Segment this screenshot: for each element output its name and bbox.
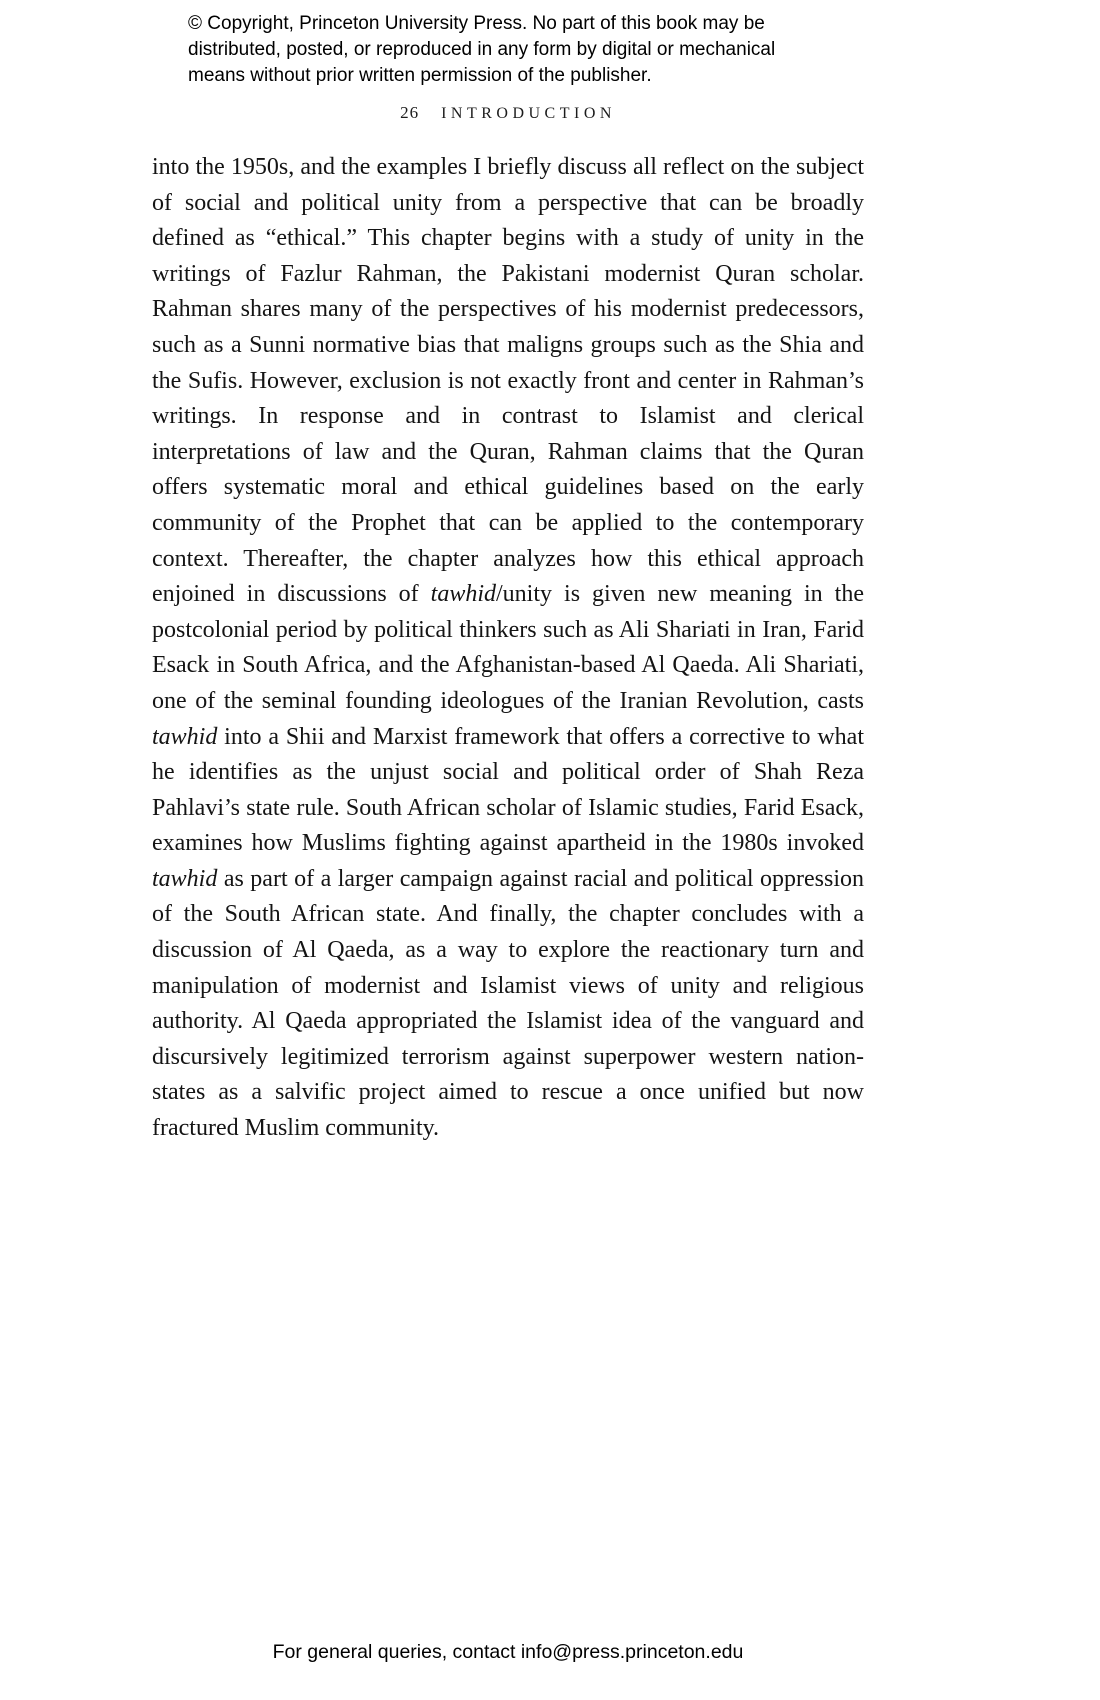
copyright-line: distributed, posted, or reproduced in any form by digital or mechanical	[188, 39, 776, 60]
body-segment-italic: tawhid	[152, 865, 218, 892]
body-segment: into the 1950s, and the examples I briefly discuss all reflect on the subject of social and political unity from a perspective that can be broadly defined as “ethical.” This chapter begins with a study of unity in the writings of Fazlur Rahman, the Pakistani modernist Quran scholar. Rahman shares many of the perspectives of his modernist predecessors, such as a Sunni normative bias that maligns groups such as the Shia and the Sufis. However, exclusion is not exactly front and center in Rahman’s writings. In response and in contrast to Islamist and clerical interpretations of law and the Quran, Rahman claims that the Quran offers systematic moral and ethical guidelines based on the early community of the Prophet that can be applied to the contemporary context. Thereafter, the chapter analyzes how this ethical approach enjoined in discussions of	[152, 154, 864, 608]
body-segment: into a Shii and Marxist framework that offers a corrective to what he identifies as the unjust social and political order of Shah Reza Pahlavi’s state rule. South African scholar of Islamic studies, Farid Esack, examines how Muslims fighting against apartheid in the 1980s invoked	[152, 723, 864, 857]
contact-email: info@press.princeton.edu	[520, 1641, 744, 1663]
body-segment: /unity is given new meaning in the postcolonial period by political thinkers such as Ali Shariati in Iran, Farid Esack in South Africa, and the Afghanistan-based Al Qaeda. Ali Shariati, one of the seminal founding ideologues of the Iranian Revolution, casts	[152, 581, 864, 714]
copyright-line: © Copyright, Princeton University Press. No part of this book may be	[188, 13, 765, 34]
copyright-notice	[188, 11, 775, 89]
page-number: 26	[400, 103, 420, 122]
footer-text: For general queries, contact	[272, 1641, 521, 1663]
chapter-title: INTRODUCTION	[441, 105, 616, 122]
running-head	[152, 103, 864, 123]
body-segment: as part of a larger campaign against racial and political oppression of the South African state. And finally, the chapter concludes with a discussion of Al Qaeda, as a way to explore the reactionary turn and manipulation of modernist and Islamist views of unity and religious authority. Al Qaeda appropriated the Islamist idea of the vanguard and discursively legitimized terrorism against superpower western nation-states as a salvific project aimed to rescue a once unified but now fractured Muslim community.	[152, 865, 864, 1142]
copyright-line: means without prior written permission of the publisher.	[188, 65, 652, 86]
body-segment-italic: tawhid	[152, 723, 218, 750]
body-segment-italic: tawhid	[430, 581, 497, 608]
body-paragraph	[152, 150, 864, 1147]
footer-queries-line	[152, 1641, 864, 1664]
